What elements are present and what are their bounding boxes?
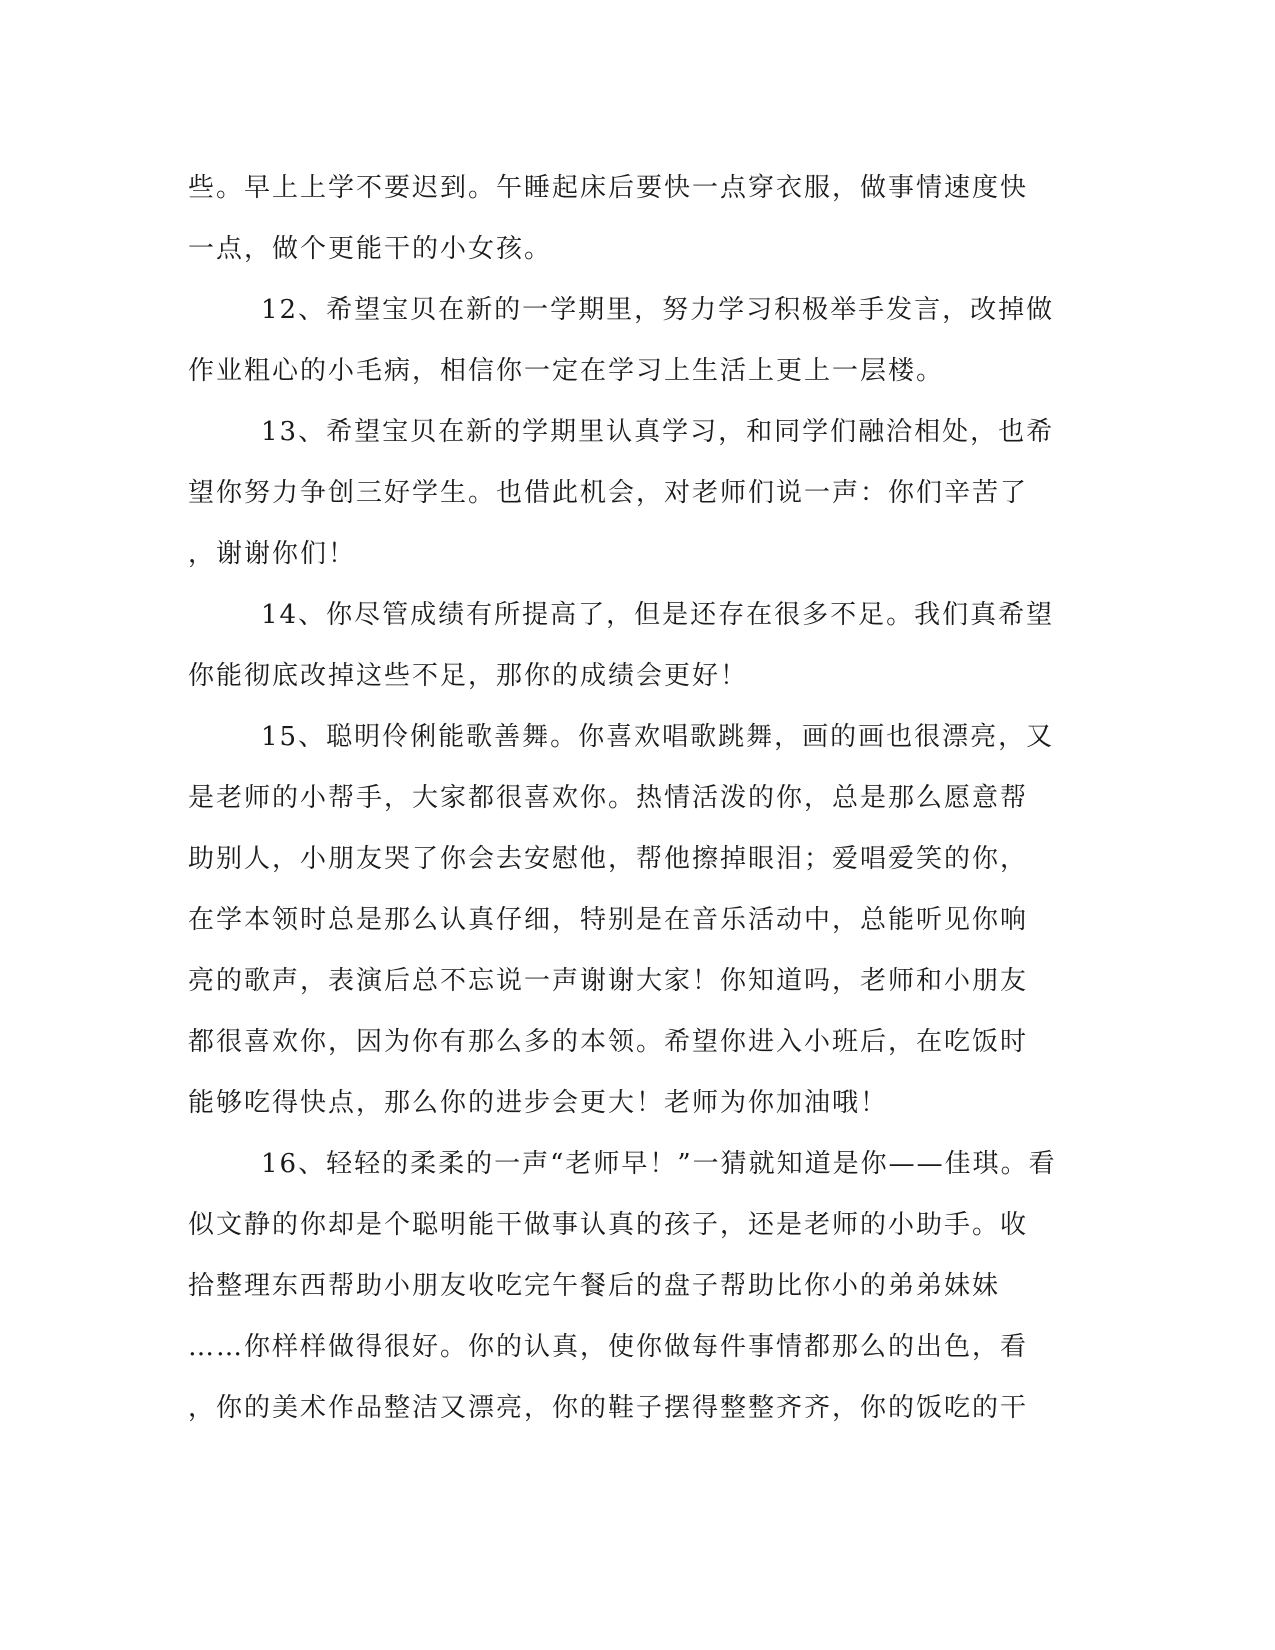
text-line: ，你的美术作品整洁又漂亮，你的鞋子摆得整整齐齐，你的饭吃的干	[188, 1393, 1029, 1423]
text-line: 都很喜欢你，因为你有那么多的本领。希望你进入小班后，在吃饭时	[188, 1027, 1029, 1057]
text-line: 能够吃得快点，那么你的进步会更大！老师为你加油哦！	[188, 1088, 889, 1118]
text-line: ，谢谢你们！	[188, 539, 357, 569]
text-line: 你能彻底改掉这些不足，那你的成绩会更好！	[188, 661, 749, 691]
text-line: 作业粗心的小毛病，相信你一定在学习上生活上更上一层楼。	[188, 356, 945, 386]
text-line: 14、你尽管成绩有所提高了，但是还存在很多不足。我们真希望	[261, 600, 1055, 630]
text-line: 望你努力争创三好学生。也借此机会，对老师们说一声：你们辛苦了	[188, 478, 1029, 508]
text-line: 些。早上上学不要迟到。午睡起床后要快一点穿衣服，做事情速度快	[188, 173, 1029, 203]
text-line: 15、聪明伶俐能歌善舞。你喜欢唱歌跳舞，画的画也很漂亮，又	[261, 722, 1055, 752]
text-line: 12、希望宝贝在新的一学期里，努力学习积极举手发言，改掉做	[261, 295, 1055, 325]
text-line: 助别人，小朋友哭了你会去安慰他，帮他擦掉眼泪；爱唱爱笑的你，	[188, 844, 1029, 874]
text-line: 拾整理东西帮助小朋友收吃完午餐后的盘子帮助比你小的弟弟妹妹	[188, 1271, 1001, 1301]
text-line: 一点，做个更能干的小女孩。	[188, 234, 553, 264]
text-line: 16、轻轻的柔柔的一声“老师早！”一猜就知道是你——佳琪。看	[261, 1149, 1057, 1179]
text-line: 在学本领时总是那么认真仔细，特别是在音乐活动中，总能听见你响	[188, 905, 1029, 935]
text-line: 13、希望宝贝在新的学期里认真学习，和同学们融洽相处，也希	[261, 417, 1055, 447]
text-line: 似文静的你却是个聪明能干做事认真的孩子，还是老师的小助手。收	[188, 1210, 1029, 1240]
text-line: 亮的歌声，表演后总不忘说一声谢谢大家！你知道吗，老师和小朋友	[188, 966, 1029, 996]
document-body	[188, 158, 1068, 1439]
text-line: ……你样样做得很好。你的认真，使你做每件事情都那么的出色，看	[188, 1332, 1029, 1362]
text-line: 是老师的小帮手，大家都很喜欢你。热情活泼的你，总是那么愿意帮	[188, 783, 1029, 813]
